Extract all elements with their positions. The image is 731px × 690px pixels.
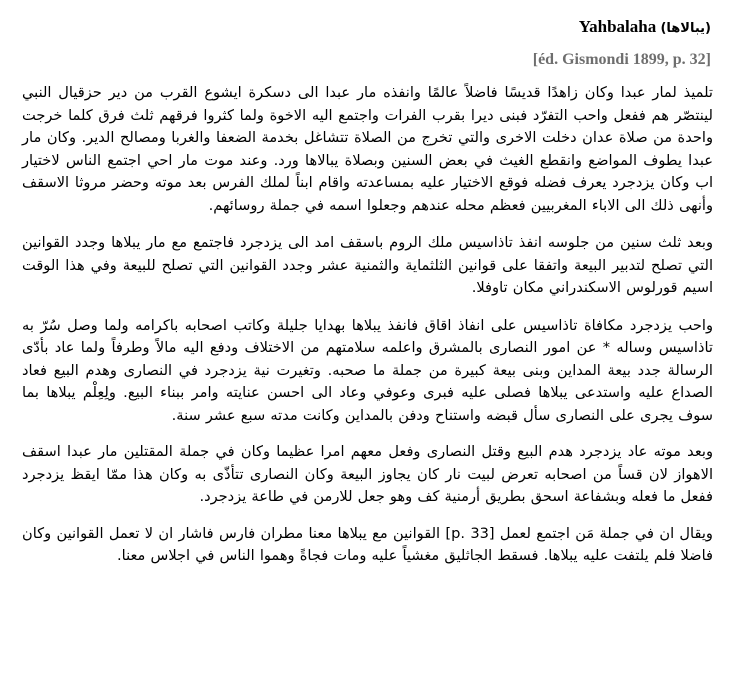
entry-title xyxy=(22,16,711,40)
title-latin: Yahbalaha xyxy=(578,17,657,36)
edition-citation: [éd. Gismondi 1899, p. 32] xyxy=(532,51,711,68)
paragraph-1: تلميذ لمار عبدا وكان زاهدًا قديسًا فاضلاً عالمًا وانفذه مار عبدا الى دسكرة ايشوع القرب من دير حزقيال النبي لينتصّر هم ففعل واحب التفرّد فبنى ديرا بقرب الفرات واجتمع اليه الاخوة ولما كثروا فرقهم ثلث فرق كلما خرجت واحدة من صلاة عدان دخلت الاخرى والتي تخرج من الصلاة تتشاغل بخدمة الضعفا والغربا ومصالح الدير. وكان مار عبدا يطوف المواضع وانقطع الغيث في بعض السنين وبصلاة يبالاها ورد. وعند موت مار احي اجتمع الناس لاختيار اب وكان يزدجرد يعرف فضله فوقع الاختيار عليه بمساعدته واقام ابناً لملك الفرس بعد موته وحضر مروثا الاسقف وأنهى ذلك الى الاباء المغربيين فعظم محله عندهم وجعلوا اسمه في جملة روسائهم. xyxy=(22,84,713,214)
paragraph-4: وبعد موته عاد يزدجرد هدم البيع وقتل النصارى وفعل معهم امرا عظيما وكان في جملة المقتلين مار عبدا اسقف الاهواز لان قساً من اصحابه تعرض لبيت نار كان يجاوز البيعة وكان النصارى تتأذّى به وكان هذا ممّا ايقظ يزدجرد ففعل ما فعله وبشفاعة اسحق بطريق أرمنية كف وهو جعل للارمن في طاعة يزدجرد. xyxy=(22,443,713,505)
title-arabic: (يبالاها) xyxy=(660,21,711,36)
paragraph-2: وبعد ثلث سنين من جلوسه انفذ تاذاسيس ملك الروم باسقف امد الى يزدجرد فاجتمع مع مار يبلاها وجدد القوانين التي تصلح لتدبير البيعة واتفقا على قوانين الثلثماية والثمنية عشر وجدد القوانين التي تصلح للبيعة وفي هذا الوقت اسيم قورلوس الاسكندراني مكان تاوفلا. xyxy=(22,234,713,296)
paragraph-5: ويقال ان في جملة مَن اجتمع لعمل [p. 33] القوانين مع يبلاها معنا مطران فارس فاشار ان لا تعمل القوانين وكان فاضلا فلم يلتفت عليه يبلاها. فسقط الجاثليق مغشياً عليه ومات فجاةً وهموا الناس في اجلاس معنا. xyxy=(22,524,713,564)
paragraph-3: واحب يزدجرد مكافاة تاذاسيس على انفاذ اقاق فانفذ يبلاها بهدايا جليلة وكاتب اصحابه باكرامه ولما وصل سُرّ به تاذاسيس وساله * عن امور النصارى بالمشرق واعلمه سلامتهم من الاختلاف ودفع اليه مالاً وطرفاً ولما عاد بأدّى الرسالة جدد بيعة المداين وبنى بيعة كبيرة من جملة ما صحبه. وتغيرت نية يزدجرد في النصارى وهدم البيع فعاد الصداع عليه واستدعى يبلاها فصلى عليه فبرى وعوفي وعاد الى احسن عنايته وامر ببناء البيع. ولِعِلْم يبلاها بما سوف يجرى على النصارى سأل قبضه واستناح ودفن بالمداين وكانت مدته سبع عشر سنة. xyxy=(22,316,713,424)
